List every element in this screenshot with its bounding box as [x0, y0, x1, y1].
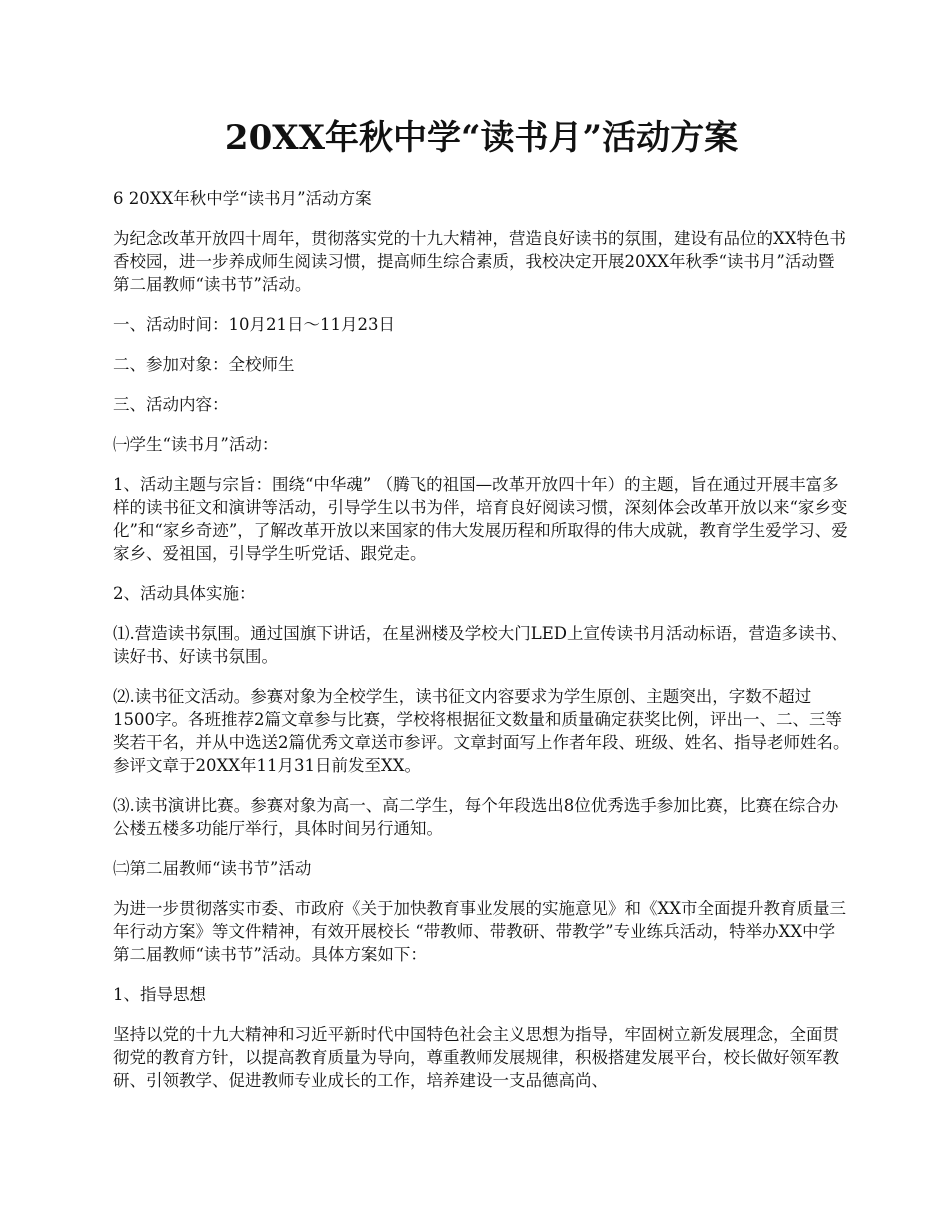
activity-time: 一、活动时间：10月21日～11月23日: [113, 315, 395, 334]
document-title: 20XX年秋中学“读书月”活动方案: [224, 118, 739, 158]
item-speech-contest: ⑶.读书演讲比赛。参赛对象为高一、高二学生，每个年段选出8位优秀选手参加比赛，比赛在综合办公楼五楼多功能厅举行，具体时间另行通知。: [113, 796, 839, 838]
guiding-ideology-heading: 1、指导思想: [113, 985, 206, 1004]
teacher-festival-paragraph: 为进一步贯彻落实市委、市政府《关于加快教育事业发展的实施意见》和《XX市全面提升教育质量三年行动方案》等文件精神，有效开展校长 “带教师、带教研、带教学”专业练兵活动，特举办XX中学第二届教师“读书节”活动。具体方案如下：: [113, 899, 846, 964]
subtitle-line: 6 20XX年秋中学“读书月”活动方案: [113, 189, 372, 208]
item-reading-atmosphere: ⑴.营造读书氛围。通过国旗下讲话，在星洲楼及学校大门LED上宣传读书月活动标语，营造多读书、读好书、好读书氛围。: [113, 624, 848, 666]
participants: 二、参加对象：全校师生: [113, 355, 295, 374]
item-essay-contest: ⑵.读书征文活动。参赛对象为全校学生，读书征文内容要求为学生原创、主题突出，字数不超过1500字。各班推荐2篇文章参与比赛，学校将根据征文数量和质量确定获奖比例，评出一、二、三等奖若干名，并从中选送2篇优秀文章送市参评。文章封面写上作者年段、班级、姓名、指导老师姓名。参评文章于20XX年11月31日前发至XX。: [113, 687, 850, 775]
intro-paragraph: 为纪念改革开放四十周年，贯彻落实党的十九大精神，营造良好读书的氛围，建设有品位的XX特色书香校园，进一步养成师生阅读习惯，提高师生综合素质，我校决定开展20XX年秋季“读书月”活动暨第二届教师“读书节”活动。: [113, 229, 846, 294]
section-heading-content: 三、活动内容：: [113, 395, 229, 414]
implementation-heading: 2、活动具体实施：: [113, 584, 256, 603]
subsection-heading-teachers: ㈡第二届教师“读书节”活动: [113, 859, 312, 878]
guiding-ideology-paragraph: 坚持以党的十九大精神和习近平新时代中国特色社会主义思想为指导，牢固树立新发展理念，全面贯彻党的教育方针，以提高教育质量为导向，尊重教师发展规律，积极搭建发展平台，校长做好领军教研、引领教学、促进教师专业成长的工作，培养建设一支品德高尚、: [113, 1025, 839, 1090]
subsection-heading-students: ㈠学生“读书月”活动：: [113, 435, 279, 454]
theme-paragraph: 1、活动主题与宗旨：围绕“中华魂” （腾飞的祖国—改革开放四十年）的主题，旨在通过开展丰富多样的读书征文和演讲等活动，引导学生以书为伴，培育良好阅读习惯，深刻体会改革开放以来“家乡变化”和“家乡奇迹”，了解改革开放以来国家的伟大发展历程和所取得的伟大成就，教育学生爱学习、爱家乡、爱祖国，引导学生听党话、跟党走。: [113, 475, 848, 563]
